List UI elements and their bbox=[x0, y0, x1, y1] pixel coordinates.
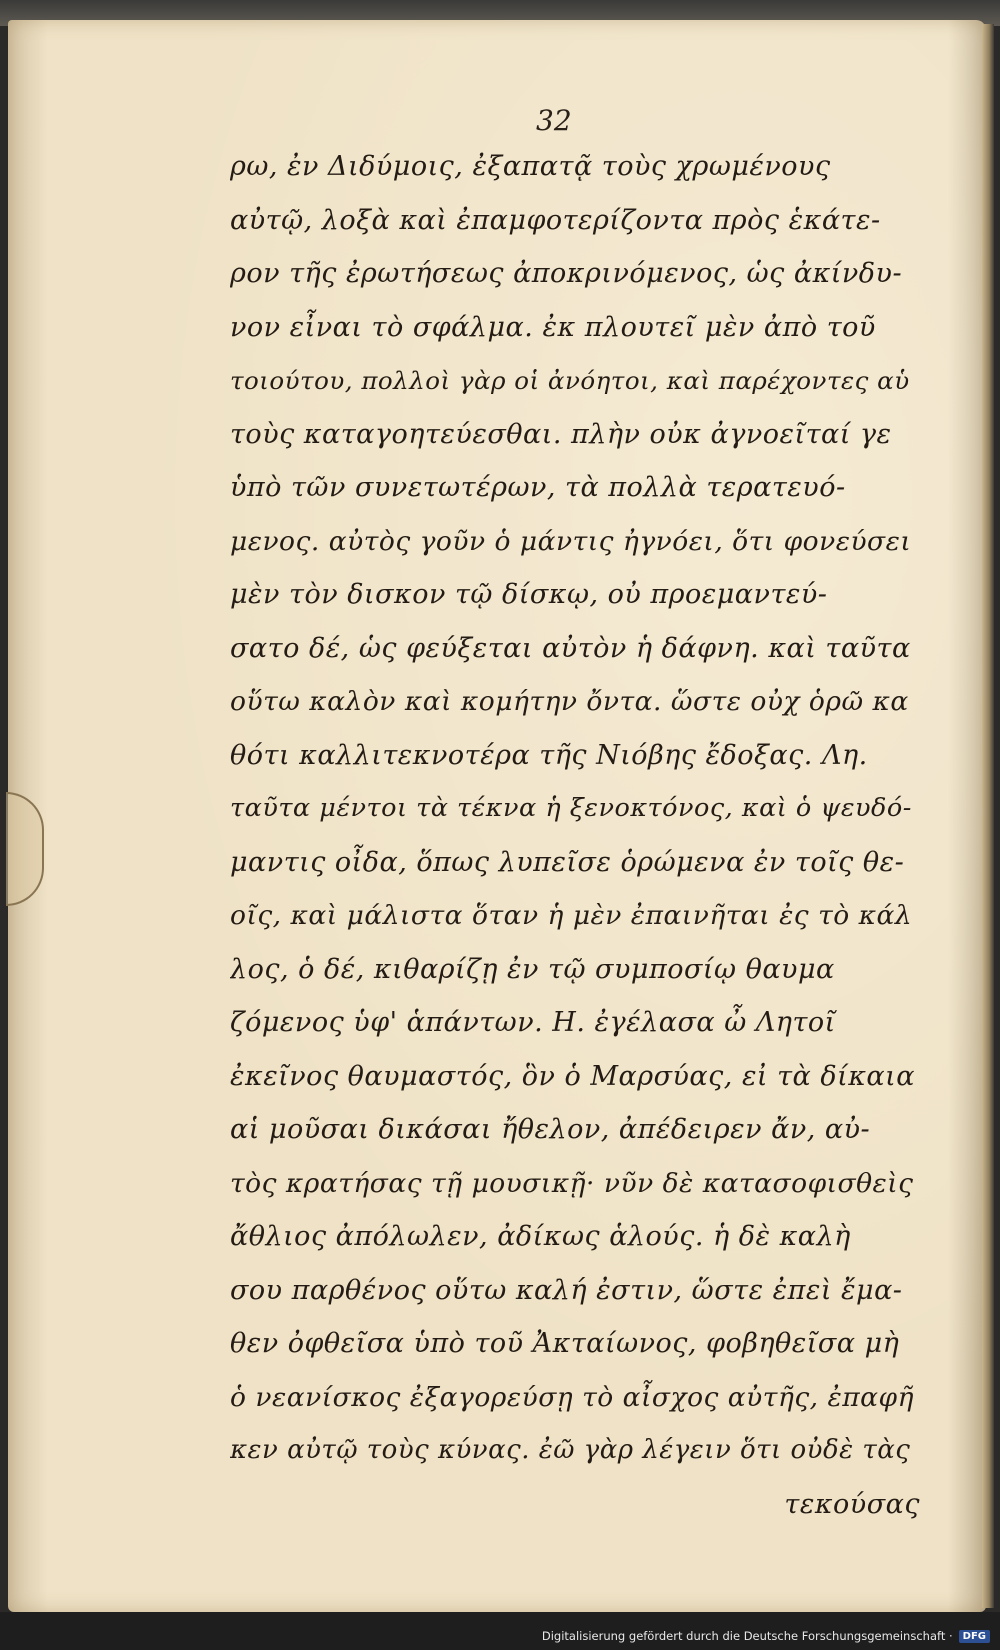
text-line: λος, ὁ δέ, κιθαρίζῃ ἐν τῷ συμποσίῳ θαυμα bbox=[230, 953, 835, 985]
text-line: σου παρθένος οὕτω καλή ἐστιν, ὥστε ἐπεὶ ἔμα- bbox=[230, 1274, 903, 1306]
text-line: οῖς, καὶ μάλιστα ὅταν ἡ μὲν ἐπαινῆται ἐς τὸ κάλ bbox=[230, 900, 913, 931]
text-line: νον εἶναι τὸ σφάλμα. ἐκ πλουτεῖ μὲν ἀπὸ τοῦ bbox=[230, 311, 876, 343]
text-line: μαντις οἶδα, ὅπως λυπεῖσε ὁρώμενα ἐν τοῖς θε- bbox=[230, 846, 905, 878]
text-block bbox=[230, 140, 920, 1531]
text-line: αἱ μοῦσαι δικάσαι ἤθελον, ἀπέδειρεν ἄν, αὐ- bbox=[230, 1114, 871, 1145]
text-line: ὑπὸ τῶν συνετωτέρων, τὰ πολλὰ τερατευό- bbox=[230, 472, 846, 503]
text-line: ἐκεῖνος θαυμαστός, ὃν ὁ Μαρσύας, εἰ τὰ δίκαια bbox=[230, 1060, 915, 1092]
text-line: ὁ νεανίσκος ἐξαγορεύσῃ τὸ αἶσχος αὐτῆς, ἐπαφῆ bbox=[230, 1381, 914, 1413]
text-line: σατο δέ, ὡς φεύξεται αὐτὸν ἡ δάφνη. καὶ ταῦτα bbox=[230, 632, 911, 664]
text-line: ταῦτα μέντοι τὰ τέκνα ἡ ξενοκτόνος, καὶ ὁ ψευδό- bbox=[230, 793, 912, 823]
credit-text: Digitalisierung gefördert durch die Deutsche Forschungsgemeinschaft · bbox=[541, 1629, 953, 1643]
text-line: κεν αὐτῷ τοὺς κύνας. ἐῶ γὰρ λέγειν ὅτι οὐδὲ τὰς bbox=[230, 1435, 911, 1465]
text-line: θεν ὀφθεῖσα ὑπὸ τοῦ Ἀκταίωνος, φοβηθεῖσα μὴ bbox=[230, 1328, 900, 1359]
text-line: μενος. αὐτὸς γοῦν ὁ μάντις ἠγνόει, ὅτι φονεύσει bbox=[230, 525, 912, 557]
dfg-logo: DFG bbox=[959, 1630, 990, 1643]
text-line: αὐτῷ, λοξὰ καὶ ἐπαμφοτερίζοντα πρὸς ἑκάτε- bbox=[230, 204, 881, 236]
text-line: τὸς κρατήσας τῇ μουσικῇ· νῦν δὲ κατασοφισθεὶς bbox=[230, 1167, 914, 1199]
text-line: ρον τῆς ἐρωτήσεως ἀποκρινόμενος, ὡς ἀκίνδυ- bbox=[230, 258, 903, 289]
text-line: ρω, ἐν Διδύμοις, ἐξαπατᾷ τοὺς χρωμένους bbox=[230, 151, 831, 182]
text-line: τοὺς καταγοητεύεσθαι. πλὴν οὐκ ἀγνοεῖταί γε bbox=[230, 418, 892, 450]
text-line: οὕτω καλὸν καὶ κομήτην ὄντα. ὥστε οὐχ ὁρῶ κα bbox=[230, 686, 909, 717]
catchword: τεκούσας bbox=[784, 1488, 920, 1520]
page-number: 32 bbox=[536, 104, 572, 137]
text-line: τοιούτου, πολλοὶ γὰρ οἱ ἀνόητοι, καὶ παρέχοντες αὑ bbox=[230, 366, 910, 395]
text-line: θότι καλλιτεκνοτέρα τῆς Νιόβης ἔδοξας. Λη. bbox=[230, 739, 868, 771]
page-edge bbox=[982, 24, 994, 1608]
page-tab-notch bbox=[6, 792, 44, 906]
text-line: ἄθλιος ἀπόλωλεν, ἀδίκως ἁλούς. ἡ δὲ καλὴ bbox=[230, 1221, 851, 1252]
text-line: ζόμενος ὑφ' ἁπάντων. Η. ἐγέλασα ὦ Λητοῖ bbox=[230, 1007, 836, 1038]
digitization-credit bbox=[542, 1626, 990, 1646]
text-line: μὲν τὸν δισκον τῷ δίσκῳ, οὐ προεμαντεύ- bbox=[230, 579, 828, 610]
